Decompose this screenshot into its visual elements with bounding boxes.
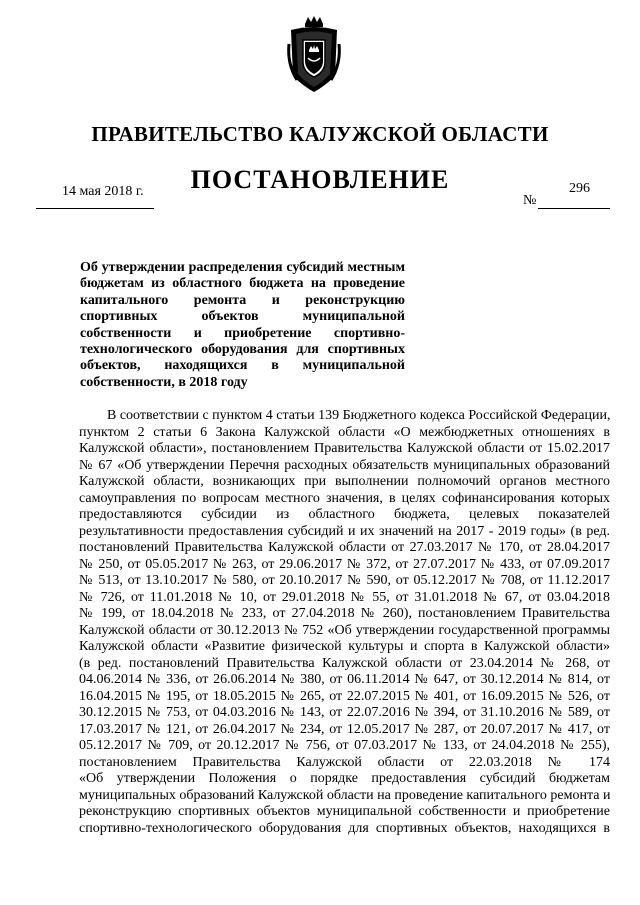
government-title: ПРАВИТЕЛЬСТВО КАЛУЖСКОЙ ОБЛАСТИ [91, 122, 549, 146]
body-line: № 513, от 13.10.2017 № 580, от 20.10.2017 № 590, от 05.12.2017 № 708, от 11.12.2017 [79, 573, 610, 588]
body-line: «Об утверждении Положения о порядке предоставления субсидий бюджетам [79, 771, 610, 786]
body-line: 16.04.2015 № 195, от 18.05.2015 № 265, от 22.07.2015 № 401, от 16.09.2015 № 526, от [79, 688, 610, 704]
subject-line: капитального ремонта и реконструкцию [80, 292, 405, 308]
date-underline [36, 208, 154, 209]
coat-of-arms-icon [285, 14, 343, 94]
subject-line: объектов, находящихся в муниципальной [80, 358, 405, 374]
number-sign: № [523, 193, 537, 208]
body-line: постановлений Правительства Калужской области от 27.03.2017 № 170, от 28.04.2017 [79, 540, 610, 555]
subject-line: собственности, в 2018 году [80, 374, 248, 390]
body-line: Калужской области, возникающих при выполнении полномочий органов местного [79, 474, 610, 489]
body-line: 17.03.2017 № 121, от 26.04.2017 № 234, от 12.05.2017 № 287, от 20.07.2017 № 417, от [79, 721, 610, 737]
body-line: Калужской области «Развитие физической культуры и спорта в Калужской области» [79, 639, 610, 654]
body-line: № 67 «Об утверждении Перечня расходных обязательств муниципальных образований [79, 457, 610, 473]
body-line: № 199, от 18.04.2018 № 233, от 27.04.2018 № 260), постановлением Правительства [79, 606, 610, 621]
body-line: результативности предоставления субсидий и их значений на 2017 - 2019 годы» (в ред. [79, 523, 610, 539]
document-subject [80, 260, 405, 391]
number-underline [538, 208, 610, 209]
document-number: 296 [569, 181, 590, 196]
body-line: Калужской области», постановлением Правительства Калужской области от 15.02.2017 [79, 441, 610, 456]
body-line: самоуправления по вопросам местного значения, в целях софинансирования которых [79, 490, 610, 506]
body-line: реконструкцию спортивных объектов муниципальной собственности и приобретение [79, 804, 610, 819]
subject-line: собственности и приобретение спортивно- [80, 325, 405, 341]
body-line: № 250, от 05.05.2017 № 263, от 29.06.2017 № 372, от 27.07.2017 № 433, от 07.09.2017 [79, 556, 610, 572]
subject-line: Об утверждении распределения субсидий местным [80, 260, 405, 275]
body-line: (в ред. постановлений Правительства Калужской области от 23.04.2014 № 268, от [79, 655, 610, 671]
body-line: постановлением Правительства Калужской области от 22.03.2018 № 174 [79, 754, 610, 770]
body-line: спортивно-технологического оборудования для спортивных объектов, находящихся в [79, 820, 610, 836]
body-line: 30.12.2015 № 753, от 04.03.2016 № 143, от 22.07.2016 № 394, от 31.10.2016 № 589, от [79, 705, 610, 720]
body-line: В соответствии с пунктом 4 статьи 139 Бюджетного кодекса Российской Федерации, [107, 408, 610, 423]
body-line: предоставляются субсидии из областного бюджета, целевых показателей [79, 507, 610, 522]
document-type-title: ПОСТАНОВЛЕНИЕ [190, 165, 450, 194]
body-line: Калужской области от 30.12.2013 № 752 «Об утверждении государственной программы [79, 622, 610, 638]
subject-line: технологического оборудования для спортивных [80, 342, 405, 358]
subject-line: бюджетам из областного бюджета на проведение [80, 276, 405, 292]
body-line: № 726, от 11.01.2018 № 10, от 29.01.2018 № 55, от 31.01.2018 № 67, от 03.04.2018 [79, 589, 610, 605]
body-line: муниципальных образований Калужской области на проведение капитального ремонта и [79, 787, 610, 803]
body-line: пунктом 2 статьи 6 Закона Калужской области «О межбюджетных отношениях в [79, 424, 610, 440]
document-date: 14 мая 2018 г. [62, 184, 144, 199]
body-line: 05.12.2017 № 709, от 20.12.2017 № 756, от 07.03.2017 № 133, от 24.04.2018 № 255), [79, 738, 610, 753]
subject-line: спортивных объектов муниципальной [80, 309, 405, 325]
document-body [79, 408, 610, 837]
body-line: 04.06.2014 № 336, от 26.06.2014 № 380, от 06.11.2014 № 647, от 30.12.2014 № 814, от [79, 672, 610, 687]
